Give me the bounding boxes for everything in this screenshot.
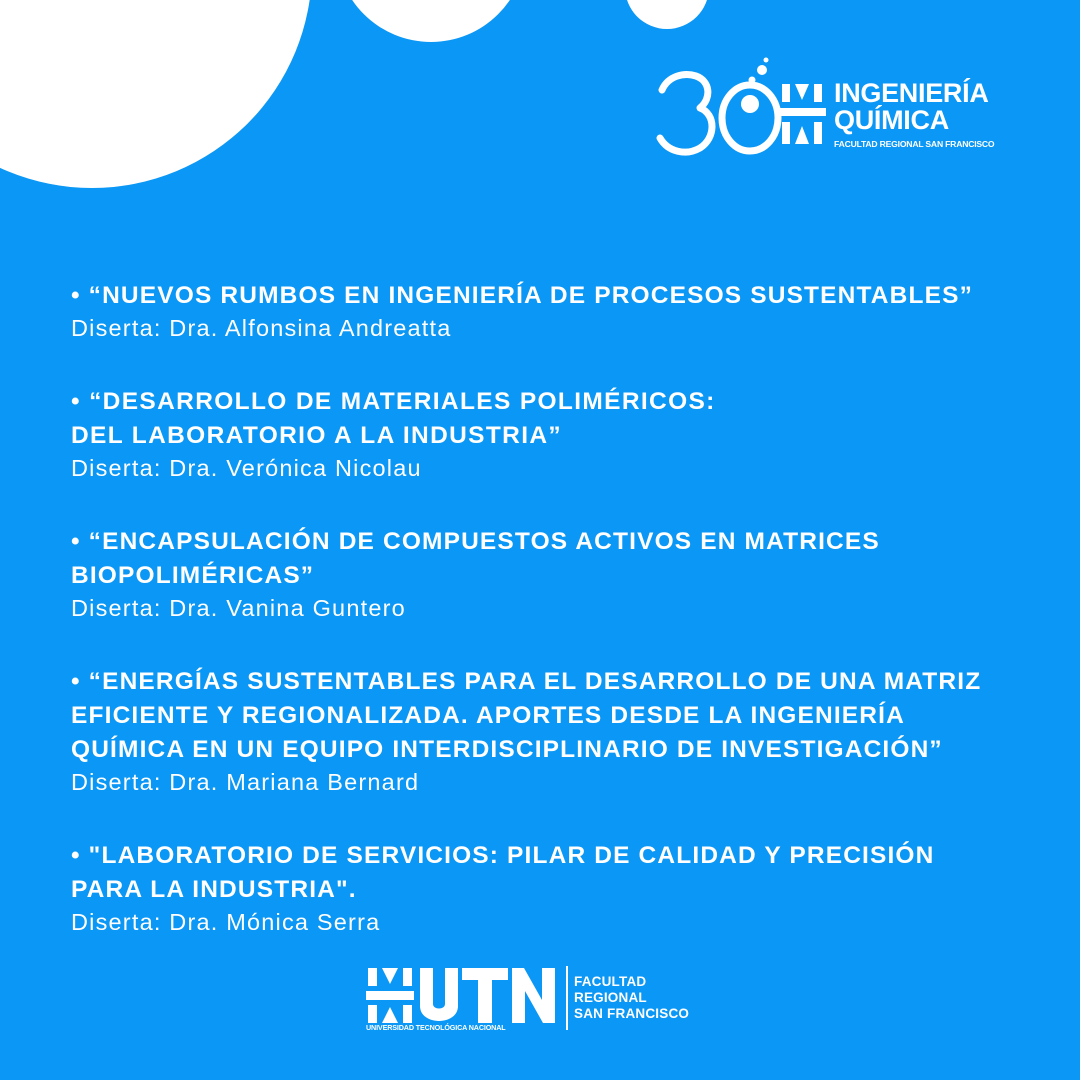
utn-facultad-text xyxy=(574,974,689,1022)
talk-title: • “DESARROLLO DE MATERIALES POLIMÉRICOS: DEL LABORATORIO A LA INDUSTRIA” xyxy=(71,388,716,449)
talk-title: • “ENERGÍAS SUSTENTABLES PARA EL DESARROLLO DE UNA MATRIZ EFICIENTE Y REGIONALIZADA. APORTES DESDE LA INGENIERÍA QUÍMICA EN UN EQUIPO INTERDISCIPLINARIO DE INVESTIGACIÓN” xyxy=(71,668,982,763)
talk-item xyxy=(71,385,1071,484)
decorative-circle-small xyxy=(625,0,709,29)
logo-line-quimica: QUÍMICA xyxy=(834,105,949,135)
talk-item xyxy=(71,279,1071,344)
talk-title: • “ENCAPSULACIÓN DE COMPUESTOS ACTIVOS EN MATRICES BIOPOLIMÉRICAS” xyxy=(71,528,880,589)
utn-footer-logo xyxy=(366,964,726,1038)
talk-speaker: Diserta: Dra. Vanina Guntero xyxy=(71,595,406,621)
utn-flask-icon xyxy=(654,56,849,166)
logo-line-facultad: FACULTAD REGIONAL SAN FRANCISCO xyxy=(834,139,995,149)
utn-line-facultad: FACULTAD xyxy=(574,974,647,989)
anniversary-logo-text xyxy=(834,80,1034,149)
utn-line-regional: REGIONAL xyxy=(574,990,647,1005)
talk-item xyxy=(71,839,1071,938)
talk-title: • "LABORATORIO DE SERVICIOS: PILAR DE CALIDAD Y PRECISIÓN PARA LA INDUSTRIA". xyxy=(71,842,935,903)
talk-title: • “NUEVOS RUMBOS EN INGENIERÍA DE PROCESOS SUSTENTABLES” xyxy=(71,282,973,309)
talk-speaker: Diserta: Dra. Alfonsina Andreatta xyxy=(71,315,452,341)
talk-speaker: Diserta: Dra. Verónica Nicolau xyxy=(71,455,422,481)
anniversary-logo xyxy=(654,56,1034,166)
talks-list xyxy=(71,279,1071,979)
talk-speaker: Diserta: Dra. Mónica Serra xyxy=(71,909,381,935)
decorative-circle-large xyxy=(0,0,312,188)
talk-item xyxy=(71,665,1071,798)
talk-item xyxy=(71,525,1071,624)
utn-subtitle: UNIVERSIDAD TECNOLÓGICA NACIONAL xyxy=(366,1023,506,1032)
utn-line-san-francisco: SAN FRANCISCO xyxy=(574,1006,690,1021)
logo-line-ingenieria: INGENIERÍA xyxy=(834,78,989,108)
logo-divider xyxy=(566,966,568,1030)
decorative-circle-medium xyxy=(336,0,526,42)
talk-speaker: Diserta: Dra. Mariana Bernard xyxy=(71,769,420,795)
utn-emblem-icon xyxy=(366,966,556,1024)
